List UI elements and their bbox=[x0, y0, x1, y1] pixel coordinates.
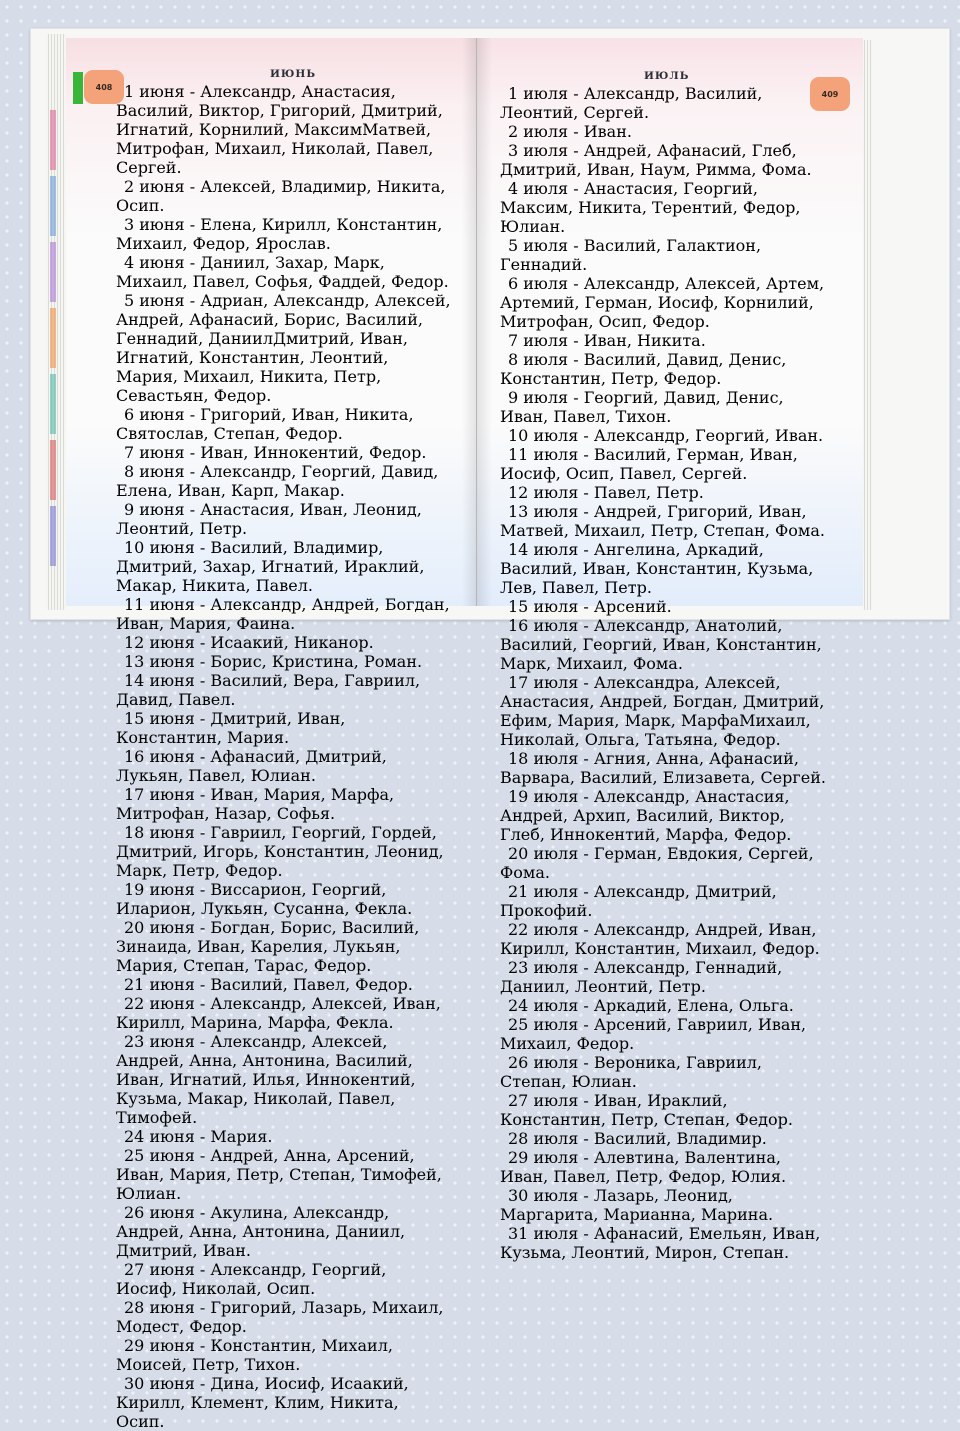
entry-names: Гавриил, Георгий, Гордей, Дмитрий, Игорь, Константин, Леонид, Марк, Петр, Федор. bbox=[116, 823, 444, 880]
entry-date: 12 июня - bbox=[124, 633, 206, 652]
entry-date: 29 июня - bbox=[124, 1336, 206, 1355]
list-item bbox=[116, 785, 452, 823]
entry-date: 15 июля - bbox=[508, 597, 589, 616]
entry-names: Георгий, Давид, Денис, Иван, Павел, Тихон. bbox=[500, 388, 784, 426]
month-title-july: ИЮЛЬ bbox=[644, 70, 690, 82]
list-item bbox=[116, 747, 452, 785]
entry-date: 28 июня - bbox=[124, 1298, 206, 1317]
entry-names: Мария. bbox=[210, 1127, 273, 1146]
edge-tab bbox=[50, 242, 56, 302]
list-item bbox=[116, 291, 452, 405]
list-item bbox=[500, 958, 830, 996]
entry-names: Константин, Михаил, Моисей, Петр, Тихон. bbox=[116, 1336, 393, 1374]
entry-names: Александр, Андрей, Богдан, Иван, Мария, Фаина. bbox=[116, 595, 450, 633]
entry-names: Александра, Алексей, Анастасия, Андрей, Богдан, Дмитрий, Ефим, Мария, Марк, МарфаМихаил, Николай, Ольга, Татьяна, Федор. bbox=[500, 673, 825, 749]
list-item bbox=[116, 1146, 452, 1203]
edge-tab bbox=[50, 506, 56, 566]
entry-names: Исаакий, Никанор. bbox=[210, 633, 374, 652]
entry-date: 25 июня - bbox=[124, 1146, 206, 1165]
entry-date: 18 июля - bbox=[508, 749, 589, 768]
entry-names: Афанасий, Дмитрий, Лукьян, Павел, Юлиан. bbox=[116, 747, 387, 785]
entry-names: Василий, Павел, Федор. bbox=[210, 975, 413, 994]
list-item bbox=[116, 1260, 452, 1298]
entry-date: 12 июля - bbox=[508, 483, 589, 502]
entry-date: 19 июля - bbox=[508, 787, 589, 806]
entry-names: Вероника, Гавриил, Степан, Юлиан. bbox=[500, 1053, 762, 1091]
entry-date: 20 июня - bbox=[124, 918, 206, 937]
edge-tab bbox=[50, 308, 56, 368]
entry-names: Елена, Кирилл, Константин, Михаил, Федор, Ярослав. bbox=[116, 215, 443, 253]
list-item bbox=[116, 1203, 452, 1260]
entry-date: 3 июля - bbox=[508, 141, 579, 160]
entry-date: 6 июня - bbox=[124, 405, 196, 424]
list-item bbox=[116, 1298, 452, 1336]
entry-date: 20 июля - bbox=[508, 844, 589, 863]
entry-names: Григорий, Иван, Никита, Святослав, Степан, Федор. bbox=[116, 405, 414, 443]
edge-tab bbox=[50, 110, 56, 170]
list-item bbox=[116, 880, 452, 918]
entry-date: 4 июля - bbox=[508, 179, 579, 198]
entry-date: 26 июля - bbox=[508, 1053, 589, 1072]
entry-names: Арсений. bbox=[593, 597, 672, 616]
list-item bbox=[500, 502, 830, 540]
entry-names: Александр, Алексей, Иван, Кирилл, Марина, Марфа, Фекла. bbox=[116, 994, 441, 1032]
entry-date: 14 июля - bbox=[508, 540, 589, 559]
edge-tab bbox=[50, 374, 56, 434]
list-item bbox=[500, 1224, 830, 1262]
entry-date: 28 июля - bbox=[508, 1129, 589, 1148]
entry-names: Андрей, Афанасий, Глеб, Дмитрий, Иван, Наум, Римма, Фома. bbox=[500, 141, 812, 179]
entry-date: 2 июня - bbox=[124, 177, 196, 196]
entry-names: Ангелина, Аркадий, Василий, Иван, Константин, Кузьма, Лев, Павел, Петр. bbox=[500, 540, 814, 597]
list-item bbox=[116, 253, 452, 291]
page-number-badge-left: 408 bbox=[84, 70, 124, 104]
list-item bbox=[116, 652, 452, 671]
entry-date: 24 июля - bbox=[508, 996, 589, 1015]
entry-names: Александр, Анастасия, Василий, Виктор, Григорий, Дмитрий, Игнатий, Корнилий, МаксимМатвей, Митрофан, Михаил, Николай, Павел, Сергей. bbox=[116, 82, 443, 177]
entry-names: Александр, Андрей, Иван, Кирилл, Константин, Михаил, Федор. bbox=[500, 920, 820, 958]
july-name-day-list bbox=[500, 84, 830, 1262]
entry-date: 24 июня - bbox=[124, 1127, 206, 1146]
list-item bbox=[500, 1129, 830, 1148]
green-marker bbox=[73, 72, 83, 104]
list-item bbox=[500, 616, 830, 673]
entry-names: Александр, Алексей, Андрей, Анна, Антонина, Василий, Иван, Игнатий, Илья, Иннокентий, Кузьма, Макар, Николай, Павел, Тимофей. bbox=[116, 1032, 416, 1127]
entry-date: 31 июля - bbox=[508, 1224, 589, 1243]
entry-date: 27 июня - bbox=[124, 1260, 206, 1279]
list-item bbox=[116, 405, 452, 443]
list-item bbox=[116, 215, 452, 253]
entry-date: 23 июня - bbox=[124, 1032, 206, 1051]
list-item bbox=[500, 844, 830, 882]
entry-names: Василий, Галактион, Геннадий. bbox=[500, 236, 762, 274]
june-name-day-list bbox=[116, 82, 452, 1431]
entry-date: 11 июля - bbox=[508, 445, 589, 464]
entry-names: Василий, Владимир. bbox=[593, 1129, 767, 1148]
list-item bbox=[500, 996, 830, 1015]
entry-date: 4 июня - bbox=[124, 253, 196, 272]
entry-date: 6 июля - bbox=[508, 274, 579, 293]
list-item bbox=[500, 350, 830, 388]
entry-date: 29 июля - bbox=[508, 1148, 589, 1167]
list-item bbox=[500, 1186, 830, 1224]
entry-names: Аркадий, Елена, Ольга. bbox=[593, 996, 794, 1015]
entry-date: 25 июля - bbox=[508, 1015, 589, 1034]
list-item bbox=[116, 177, 452, 215]
entry-names: Александр, Алексей, Артем, Артемий, Герман, Иосиф, Корнилий, Митрофан, Осип, Федор. bbox=[500, 274, 825, 331]
entry-names: Григорий, Лазарь, Михаил, Модест, Федор. bbox=[116, 1298, 444, 1336]
entry-date: 1 июня - bbox=[124, 82, 196, 101]
entry-names: Андрей, Анна, Арсений, Иван, Мария, Петр, Степан, Тимофей, Юлиан. bbox=[116, 1146, 442, 1203]
entry-date: 17 июля - bbox=[508, 673, 589, 692]
entry-names: Иван. bbox=[583, 122, 632, 141]
entry-date: 30 июня - bbox=[124, 1374, 206, 1393]
entry-names: Даниил, Захар, Марк, Михаил, Павел, Софья, Фаддей, Федор. bbox=[116, 253, 449, 291]
entry-date: 1 июля - bbox=[508, 84, 579, 103]
entry-date: 3 июня - bbox=[124, 215, 196, 234]
list-item bbox=[500, 331, 830, 350]
entry-names: Василий, Давид, Денис, Константин, Петр, Федор. bbox=[500, 350, 787, 388]
entry-date: 8 июля - bbox=[508, 350, 579, 369]
entry-names: Виссарион, Георгий, Иларион, Лукьян, Сусанна, Фекла. bbox=[116, 880, 413, 918]
entry-names: Александр, Геннадий, Даниил, Леонтий, Петр. bbox=[500, 958, 783, 996]
entry-names: Дина, Иосиф, Исаакий, Кирилл, Клемент, Клим, Никита, Осип. bbox=[116, 1374, 409, 1431]
entry-date: 21 июня - bbox=[124, 975, 206, 994]
entry-names: Андрей, Григорий, Иван, Матвей, Михаил, Петр, Степан, Фома. bbox=[500, 502, 825, 540]
list-item bbox=[116, 918, 452, 975]
entry-names: Алевтина, Валентина, Иван, Павел, Петр, Федор, Юлия. bbox=[500, 1148, 787, 1186]
entry-names: Иван, Мария, Марфа, Митрофан, Назар, Софья. bbox=[116, 785, 395, 823]
entry-names: Александр, Анатолий, Василий, Георгий, Иван, Константин, Марк, Михаил, Фома. bbox=[500, 616, 822, 673]
entry-names: Дмитрий, Иван, Константин, Мария. bbox=[116, 709, 346, 747]
entry-date: 11 июня - bbox=[124, 595, 206, 614]
entry-date: 15 июня - bbox=[124, 709, 206, 728]
list-item bbox=[500, 597, 830, 616]
list-item bbox=[500, 388, 830, 426]
list-item bbox=[500, 1091, 830, 1129]
entry-date: 5 июня - bbox=[124, 291, 196, 310]
entry-date: 26 июня - bbox=[124, 1203, 206, 1222]
list-item bbox=[500, 673, 830, 749]
entry-date: 22 июня - bbox=[124, 994, 206, 1013]
entry-names: Афанасий, Емельян, Иван, Кузьма, Леонтий, Мирон, Степан. bbox=[500, 1224, 821, 1262]
list-item bbox=[500, 236, 830, 274]
entry-names: Александр, Георгий, Иван. bbox=[593, 426, 824, 445]
entry-date: 8 июня - bbox=[124, 462, 196, 481]
entry-date: 13 июля - bbox=[508, 502, 589, 521]
entry-date: 21 июля - bbox=[508, 882, 589, 901]
list-item bbox=[116, 823, 452, 880]
entry-names: Богдан, Борис, Василий, Зинаида, Иван, Карелия, Лукьян, Мария, Степан, Тарас, Федор. bbox=[116, 918, 420, 975]
list-item bbox=[116, 538, 452, 595]
entry-names: Василий, Герман, Иван, Иосиф, Осип, Павел, Сергей. bbox=[500, 445, 798, 483]
list-item bbox=[116, 462, 452, 500]
entry-date: 7 июля - bbox=[508, 331, 579, 350]
entry-date: 22 июля - bbox=[508, 920, 589, 939]
entry-names: Арсений, Гавриил, Иван, Михаил, Федор. bbox=[500, 1015, 807, 1053]
entry-date: 7 июня - bbox=[124, 443, 196, 462]
list-item bbox=[500, 179, 830, 236]
entry-date: 16 июля - bbox=[508, 616, 589, 635]
entry-names: Акулина, Александр, Андрей, Анна, Антонина, Даниил, Дмитрий, Иван. bbox=[116, 1203, 406, 1260]
entry-names: Адриан, Александр, Алексей, Андрей, Афанасий, Борис, Василий, Геннадий, ДаниилДмитрий, Иван, Игнатий, Константин, Леонтий, Мария, Михаил, Никита, Петр, Севастьян, Федор. bbox=[116, 291, 451, 405]
entry-date: 14 июня - bbox=[124, 671, 206, 690]
list-item bbox=[500, 1015, 830, 1053]
list-item bbox=[116, 443, 452, 462]
entry-names: Александр, Василий, Леонтий, Сергей. bbox=[500, 84, 763, 122]
list-item bbox=[500, 540, 830, 597]
list-item bbox=[500, 882, 830, 920]
entry-date: 2 июля - bbox=[508, 122, 579, 141]
entry-names: Лазарь, Леонид, Маргарита, Марианна, Марина. bbox=[500, 1186, 774, 1224]
list-item bbox=[500, 483, 830, 502]
entry-names: Борис, Кристина, Роман. bbox=[210, 652, 423, 671]
entry-names: Иван, Ираклий, Константин, Петр, Степан, Федор. bbox=[500, 1091, 793, 1129]
right-page-stack bbox=[862, 40, 872, 610]
entry-date: 13 июня - bbox=[124, 652, 206, 671]
list-item bbox=[500, 787, 830, 844]
list-item bbox=[116, 82, 452, 177]
list-item bbox=[500, 1053, 830, 1091]
entry-names: Василий, Владимир, Дмитрий, Захар, Игнатий, Ираклий, Макар, Никита, Павел. bbox=[116, 538, 425, 595]
list-item bbox=[500, 141, 830, 179]
list-item bbox=[116, 671, 452, 709]
list-item bbox=[116, 994, 452, 1032]
list-item bbox=[116, 709, 452, 747]
entry-names: Василий, Вера, Гавриил, Давид, Павел. bbox=[116, 671, 421, 709]
entry-date: 18 июня - bbox=[124, 823, 206, 842]
entry-names: Анастасия, Иван, Леонид, Леонтий, Петр. bbox=[116, 500, 422, 538]
entry-date: 30 июля - bbox=[508, 1186, 589, 1205]
entry-names: Павел, Петр. bbox=[593, 483, 704, 502]
entry-date: 19 июня - bbox=[124, 880, 206, 899]
entry-date: 16 июня - bbox=[124, 747, 206, 766]
entry-date: 9 июня - bbox=[124, 500, 196, 519]
entry-names: Александр, Анастасия, Андрей, Архип, Василий, Виктор, Глеб, Иннокентий, Марфа, Федор. bbox=[500, 787, 792, 844]
entry-names: Агния, Анна, Афанасий, Варвара, Василий, Елизавета, Сергей. bbox=[500, 749, 826, 787]
entry-date: 10 июня - bbox=[124, 538, 206, 557]
list-item bbox=[500, 445, 830, 483]
list-item bbox=[116, 975, 452, 994]
entry-names: Алексей, Владимир, Никита, Осип. bbox=[116, 177, 446, 215]
entry-date: 27 июля - bbox=[508, 1091, 589, 1110]
book-gutter bbox=[462, 38, 492, 606]
entry-names: Александр, Дмитрий, Прокофий. bbox=[500, 882, 777, 920]
edge-tab bbox=[50, 176, 56, 236]
list-item bbox=[500, 1148, 830, 1186]
list-item bbox=[116, 595, 452, 633]
list-item bbox=[500, 749, 830, 787]
entry-date: 10 июля - bbox=[508, 426, 589, 445]
entry-date: 9 июля - bbox=[508, 388, 579, 407]
entry-date: 23 июля - bbox=[508, 958, 589, 977]
list-item bbox=[500, 122, 830, 141]
entry-names: Александр, Георгий, Иосиф, Николай, Осип. bbox=[116, 1260, 387, 1298]
list-item bbox=[116, 1127, 452, 1146]
list-item bbox=[500, 426, 830, 445]
list-item bbox=[500, 274, 830, 331]
month-title-june: ИЮНЬ bbox=[270, 68, 317, 80]
entry-names: Иван, Никита. bbox=[583, 331, 706, 350]
list-item bbox=[116, 1336, 452, 1374]
edge-tab bbox=[50, 440, 56, 500]
entry-names: Герман, Евдокия, Сергей, Фома. bbox=[500, 844, 814, 882]
entry-names: Иван, Иннокентий, Федор. bbox=[200, 443, 427, 462]
list-item bbox=[116, 1374, 452, 1431]
entry-date: 5 июля - bbox=[508, 236, 579, 255]
page-number-badge-right: 409 bbox=[810, 77, 850, 111]
list-item bbox=[500, 84, 830, 122]
entry-names: Анастасия, Георгий, Максим, Никита, Терентий, Федор, Юлиан. bbox=[500, 179, 801, 236]
entry-date: 17 июня - bbox=[124, 785, 206, 804]
list-item bbox=[116, 500, 452, 538]
edge-color-tabs bbox=[50, 110, 64, 590]
entry-names: Александр, Георгий, Давид, Елена, Иван, Карп, Макар. bbox=[116, 462, 439, 500]
list-item bbox=[116, 633, 452, 652]
list-item bbox=[116, 1032, 452, 1127]
list-item bbox=[500, 920, 830, 958]
